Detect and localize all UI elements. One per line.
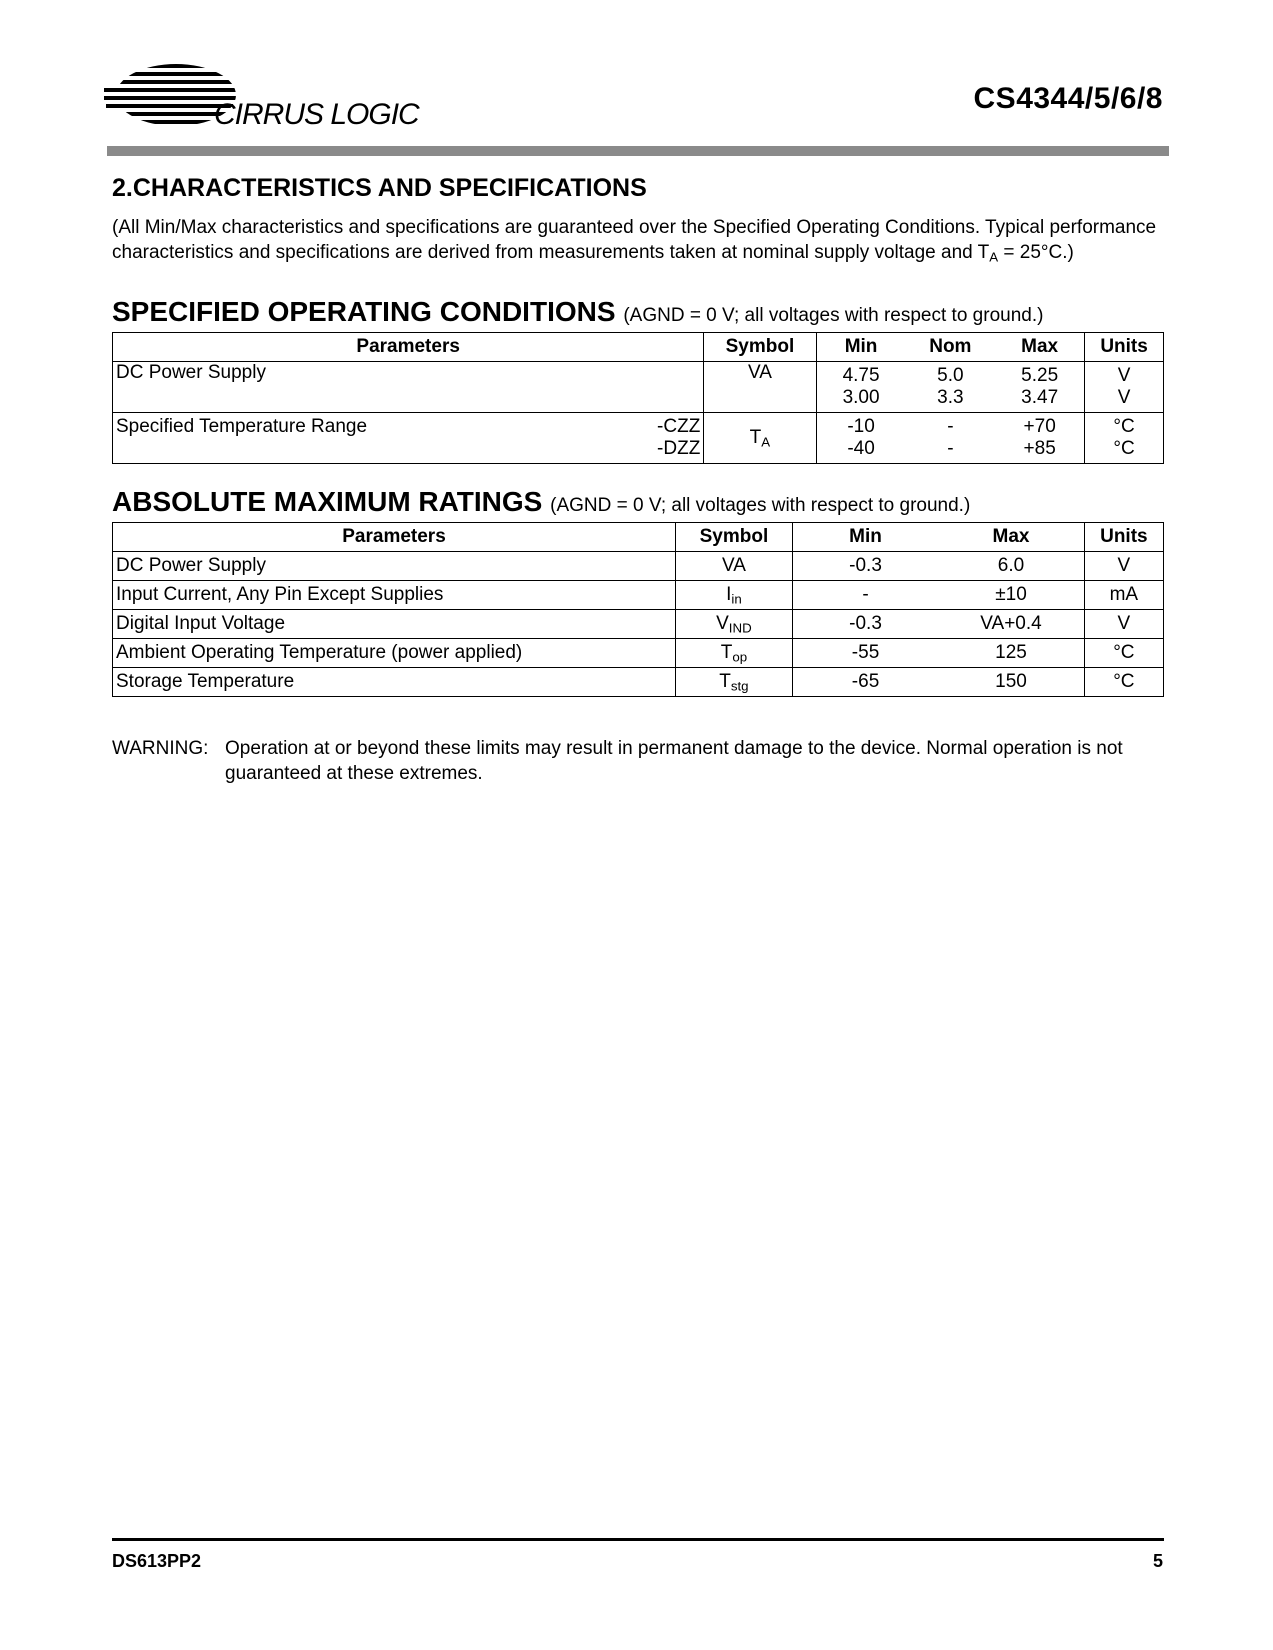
cirrus-logic-logo: [104, 62, 434, 134]
col-header: Symbol: [704, 333, 816, 362]
max-cell: VA+0.4: [938, 610, 1084, 639]
units-cell: °C: [1084, 668, 1163, 697]
min-cell: 4.75 3.00: [816, 362, 906, 413]
param-cell: DC Power Supply: [113, 362, 704, 413]
col-header: Units: [1084, 523, 1163, 552]
max-cell: 6.0: [938, 552, 1084, 581]
symbol-cell: VA: [704, 362, 816, 413]
col-header: Min: [816, 333, 906, 362]
units-cell: V: [1084, 552, 1163, 581]
table-row: [113, 362, 1164, 413]
min-cell: -0.3: [792, 610, 938, 639]
intro-paragraph: (All Min/Max characteristics and specifications are guaranteed over the Specified Operating Conditions. Typical performance characteristics and specifications are derived from measurements taken at nominal supply voltage and $T_A = 25^\circ C$.): [112, 217, 1157, 265]
table-row: [113, 610, 1164, 639]
col-header: Parameters: [113, 523, 676, 552]
table-row: [113, 668, 1164, 697]
document-id: DS613PP2: [112, 1551, 202, 1571]
symbol-cell: VA: [676, 552, 793, 581]
param-cell: Ambient Operating Temperature (power applied): [113, 639, 676, 668]
param-cell: Digital Input Voltage: [113, 610, 676, 639]
param-cell: Specified Temperature Range -CZZ -DZZ: [113, 413, 704, 464]
absolute-ratings-note: (AGND = 0 V; all voltages with respect to ground.): [550, 495, 971, 516]
table-row: [113, 552, 1164, 581]
operating-conditions-title: SPECIFIED OPERATING CONDITIONS: [112, 296, 616, 327]
nom-cell: - -: [906, 413, 996, 464]
footer-divider: [112, 1538, 1164, 1541]
symbol-cell: $I_{in}$: [676, 581, 793, 610]
logo-text: CIRRUS LOGIC: [214, 98, 419, 131]
table-header-row: [113, 523, 1164, 552]
max-cell: 5.25 3.47: [995, 362, 1085, 413]
col-header: Min: [792, 523, 938, 552]
units-cell: V: [1084, 610, 1163, 639]
col-header: Units: [1085, 333, 1164, 362]
document-title: CS4344/5/6/8: [973, 82, 1163, 115]
absolute-ratings-table: [112, 522, 1164, 697]
warning-note: [112, 736, 1172, 786]
table-row: [113, 581, 1164, 610]
table-row: [113, 413, 1164, 464]
max-cell: 125: [938, 639, 1084, 668]
col-header: Nom: [906, 333, 996, 362]
min-cell: -10 -40: [816, 413, 906, 464]
param-cell: Input Current, Any Pin Except Supplies: [113, 581, 676, 610]
units-cell: °C: [1084, 639, 1163, 668]
warning-text: Operation at or beyond these limits may result in permanent damage to the device. Normal operation is not guaranteed at these extremes.: [225, 738, 1123, 784]
param-cell: DC Power Supply: [113, 552, 676, 581]
symbol-cell: $V_{IND}$: [676, 610, 793, 639]
col-header: Max: [938, 523, 1084, 552]
min-cell: -0.3: [792, 552, 938, 581]
col-header: Max: [995, 333, 1085, 362]
col-header: Symbol: [676, 523, 793, 552]
page-number: 5: [1152, 1551, 1163, 1571]
absolute-ratings-title: ABSOLUTE MAXIMUM RATINGS: [112, 486, 543, 517]
absolute-ratings-heading: [112, 486, 970, 518]
min-cell: -55: [792, 639, 938, 668]
nom-cell: 5.0 3.3: [906, 362, 996, 413]
units-cell: V V: [1085, 362, 1164, 413]
operating-conditions-note: (AGND = 0 V; all voltages with respect to ground.): [623, 305, 1044, 326]
units-cell: mA: [1084, 581, 1163, 610]
min-cell: -65: [792, 668, 938, 697]
param-cell: Storage Temperature: [113, 668, 676, 697]
table-header-row: [113, 333, 1164, 362]
logo-graphic: [104, 62, 434, 134]
max-cell: 150: [938, 668, 1084, 697]
symbol-cell: $T_{stg}$: [676, 668, 793, 697]
table-row: [113, 639, 1164, 668]
header-divider: [107, 146, 1169, 156]
units-cell: °C °C: [1085, 413, 1164, 464]
min-cell: -: [792, 581, 938, 610]
warning-label: WARNING:: [112, 738, 209, 759]
operating-conditions-heading: [112, 296, 1043, 328]
symbol-cell: $T_{op}$: [676, 639, 793, 668]
symbol-cell: $T_A$: [704, 413, 816, 464]
max-cell: ±10: [938, 581, 1084, 610]
section-heading: 2.CHARACTERISTICS AND SPECIFICATIONS: [112, 174, 647, 202]
col-header: Parameters: [113, 333, 704, 362]
max-cell: +70 +85: [995, 413, 1085, 464]
operating-conditions-table: [112, 332, 1164, 464]
